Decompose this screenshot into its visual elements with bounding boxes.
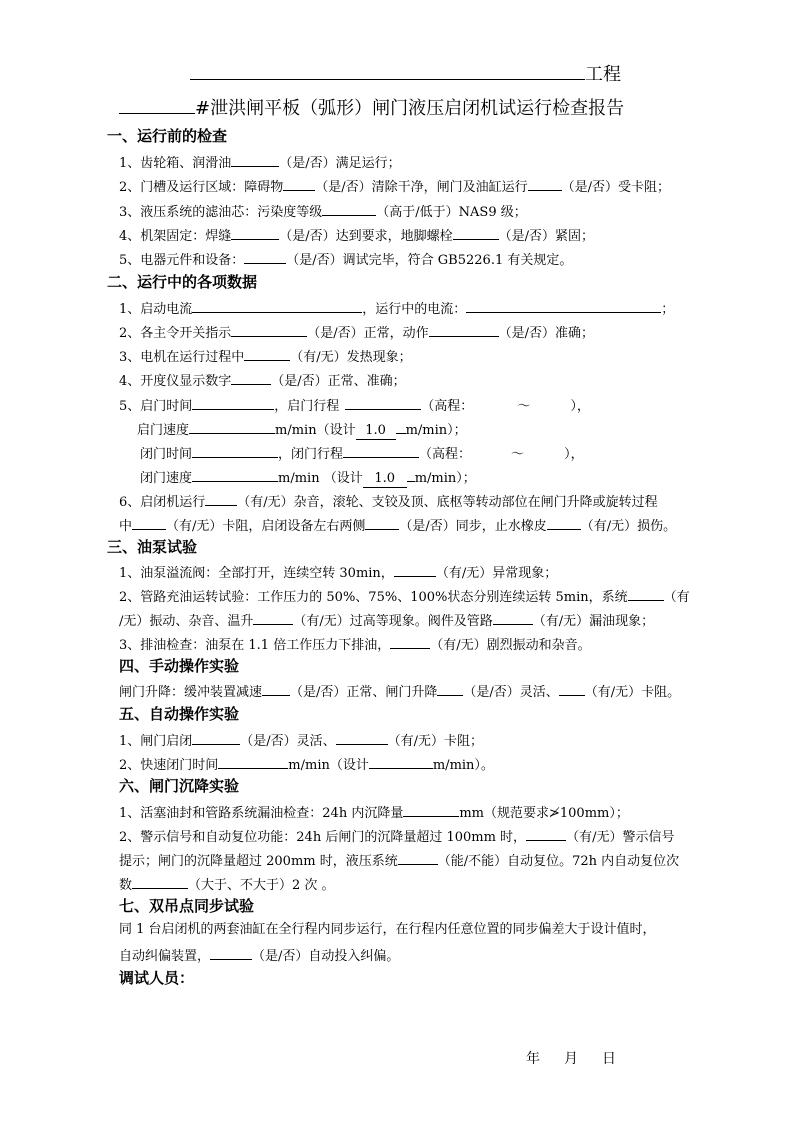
date-line <box>526 1049 616 1069</box>
blank[interactable] <box>394 561 436 577</box>
section-5-heading: 五、自动操作实验 <box>119 705 240 723</box>
blank[interactable] <box>365 514 399 530</box>
blank[interactable] <box>398 849 438 865</box>
year-label: 年 <box>526 1051 540 1067</box>
s2-item-2: 2、各主令开关指示 （是/否）正常，动作 （是/否）准确； <box>119 321 594 344</box>
blank[interactable] <box>205 490 237 506</box>
blank[interactable] <box>192 442 278 458</box>
section-2-heading: 二、运行中的各项数据 <box>107 273 258 291</box>
s1-item-1: 1、齿轮箱、润滑油 （是/否）满足运行； <box>119 151 401 174</box>
s1-item-5: 5、电器元件和设备： （是/否）调试完毕，符合 GB5226.1 有关规定。 <box>119 248 572 271</box>
blank[interactable] <box>262 680 290 696</box>
blank[interactable] <box>628 585 664 601</box>
s3-item-2: 2、管路充油运转试验：工作压力的 50%、75%、100%状态分别连续运转 5min，系统 （有 <box>119 585 690 608</box>
s7-item-1-cont: 自动纠偏装置， （是/否）自动投入纠偏。 <box>119 944 399 967</box>
day-label: 日 <box>602 1051 616 1067</box>
s2-item-6: 6、启闭机运行 （有/无）杂音，滚轮、支铰及顶、底枢等转动部位在闸门升降或旋转过程 <box>119 490 658 513</box>
project-name-blank[interactable] <box>190 64 585 80</box>
blank[interactable] <box>390 633 430 649</box>
blank[interactable] <box>336 729 388 745</box>
section-3-heading: 三、油泵试验 <box>107 538 198 556</box>
design-close-speed: 1.0 <box>363 471 407 488</box>
report-title-line <box>119 98 624 119</box>
s1-item-4: 4、机架固定：焊缝 （是/否）达到要求，地脚螺栓 （是/否）紧固； <box>119 224 594 247</box>
s3-item-3: 3、排油检查：油泵在 1.1 倍工作压力下排油， （有/无）剧烈振动和杂音。 <box>119 633 591 656</box>
s6-item-2: 2、警示信号和自动复位功能：24h 后闸门的沉降量超过 100mm 时， （有/无）警示信号 <box>119 825 674 848</box>
blank[interactable] <box>132 873 188 889</box>
blank[interactable] <box>526 825 566 841</box>
blank[interactable] <box>559 680 585 696</box>
blank[interactable] <box>231 151 279 167</box>
blank[interactable] <box>218 753 288 769</box>
section-7-heading: 七、双吊点同步试验 <box>119 897 255 915</box>
gate-number-blank[interactable] <box>119 98 195 114</box>
s7-item-1: 同 1 台启闭机的两套油缸在全行程内同步运行，在行程内任意位置的同步偏差大于设计值时， <box>119 922 656 937</box>
s6-item-1: 1、活塞油封和管路系统漏油检查：24h 内沉降量 mm（规范要求≯100mm）； <box>119 801 629 824</box>
design-open-speed: 1.0 <box>356 423 396 440</box>
s2-item-4: 4、开度仪显示数字 （是/否）正常、准确； <box>119 369 406 392</box>
blank[interactable] <box>192 297 362 313</box>
s3-item-2-cont: /无）振动、杂音、温升 （有/无）过高等现象。阀件及管路 （有/无）漏油现象； <box>119 609 654 632</box>
s2-item-1: 1、启动电流 ，运行中的电流： ； <box>119 297 674 320</box>
s5-item-1: 1、闸门启闭 （是/否）灵活、 （有/无）卡阻； <box>119 729 483 752</box>
blank[interactable] <box>345 394 421 410</box>
section-4-heading: 四、手动操作实验 <box>119 657 240 675</box>
s1-item-2: 2、门槽及运行区域：障碍物 （是/否）清除干净，闸门及油缸运行 （是/否）受卡阻； <box>119 175 670 198</box>
s2-item-5: 5、启门时间 ，启门行程 （高程： ～ ）， <box>119 394 590 417</box>
blank[interactable] <box>466 297 661 313</box>
blank[interactable] <box>429 321 499 337</box>
blank[interactable] <box>547 514 581 530</box>
blank[interactable] <box>192 394 274 410</box>
section-6-heading: 六、闸门沉降实验 <box>119 777 240 795</box>
s2-item-6-cont: 中 （有/无）卡阻，启闭设备左右两侧 （是/否）同步，止水橡皮 （有/无）损伤。 <box>119 514 676 537</box>
s2-close-speed: 闭门速度 m/min （设计 1.0 m/min）； <box>140 466 476 489</box>
s2-item-3: 3、电机在运行过程中 （有/无）发热现象； <box>119 345 412 368</box>
test-personnel-label: 调试人员： <box>119 969 195 987</box>
s2-open-speed: 启门速度 m/min（设计 1.0 m/min）； <box>137 418 467 441</box>
blank[interactable] <box>322 200 376 216</box>
section-1-heading: 一、运行前的检查 <box>107 127 228 145</box>
s3-item-1: 1、油泵溢流阀：全部打开，连续空转 30min， （有/无）异常现象； <box>119 561 557 584</box>
blank[interactable] <box>437 680 463 696</box>
s2-close-time: 闭门时间 ，闭门行程 （高程： ～ ）， <box>140 442 584 465</box>
blank[interactable] <box>493 609 533 625</box>
blank[interactable] <box>244 345 290 361</box>
blank[interactable] <box>453 224 499 240</box>
blank[interactable] <box>231 369 271 385</box>
blank[interactable] <box>283 175 315 191</box>
s1-item-3: 3、液压系统的滤油芯：污染度等级 （高于/低于）NAS9 级； <box>119 200 527 223</box>
s6-item-2-cont: 提示；闸门的沉降量超过 200mm 时，液压系统 （能/不能）自动复位。72h 内自动复位次 <box>119 849 679 872</box>
blank[interactable] <box>231 224 279 240</box>
blank[interactable] <box>231 321 307 337</box>
blank[interactable] <box>189 418 275 434</box>
blank[interactable] <box>528 175 562 191</box>
blank[interactable] <box>343 442 419 458</box>
blank[interactable] <box>253 609 293 625</box>
project-name-line <box>190 64 621 85</box>
blank[interactable] <box>192 729 240 745</box>
blank[interactable] <box>403 801 459 817</box>
blank[interactable] <box>369 753 433 769</box>
s6-item-2-cont2: 数 （大于、不大于）2 次 。 <box>119 873 335 896</box>
blank[interactable] <box>244 248 286 264</box>
project-suffix: 工程 <box>585 64 621 85</box>
s4-item-1: 闸门升降：缓冲装置减速 （是/否）正常、闸门升降 （是/否）灵活、 （有/无）卡阻。 <box>119 680 680 703</box>
s5-item-2: 2、快速闭门时间 m/min（设计 m/min）。 <box>119 753 494 776</box>
month-label: 月 <box>564 1051 578 1067</box>
report-title: #泄洪闸平板（弧形）闸门液压启闭机试运行检查报告 <box>195 98 625 119</box>
blank[interactable] <box>210 944 252 960</box>
blank[interactable] <box>132 514 166 530</box>
blank[interactable] <box>192 466 278 482</box>
